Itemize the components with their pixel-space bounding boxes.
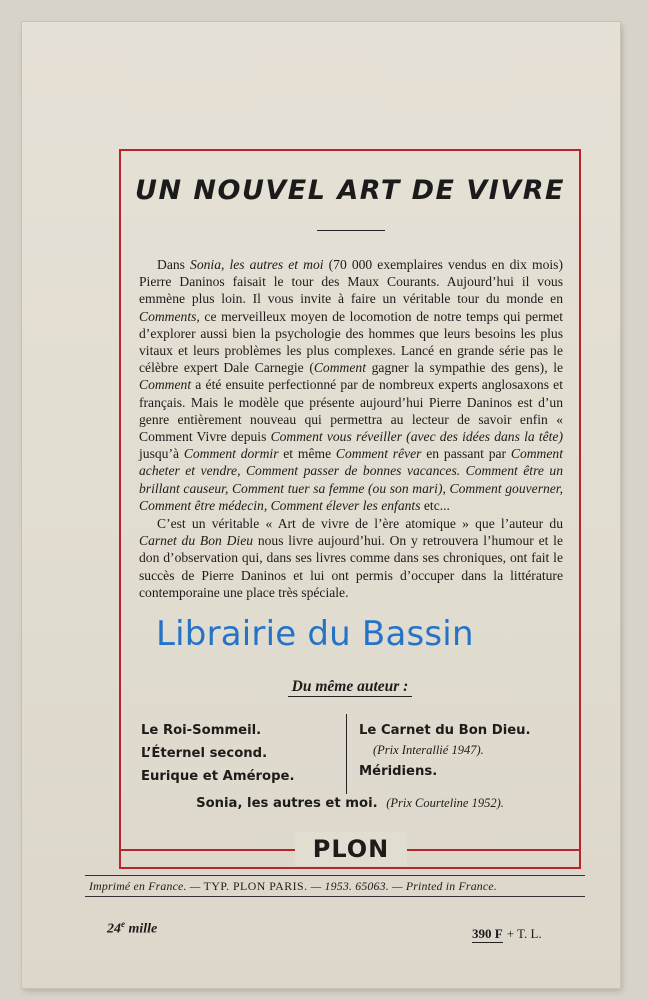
imprint-part: Imprimé en France. — bbox=[89, 879, 204, 893]
text-run: et même bbox=[278, 446, 336, 462]
work-item: L’Éternel second. bbox=[141, 746, 268, 761]
imprint-line bbox=[85, 875, 585, 897]
work-item: Le Roi-Sommeil. bbox=[141, 723, 262, 738]
same-author-heading bbox=[121, 678, 579, 696]
works-divider bbox=[346, 714, 347, 794]
works-list-right bbox=[359, 719, 569, 783]
price-tax: + T. L. bbox=[506, 926, 542, 941]
imprint-printer: TYP. PLON PARIS. bbox=[203, 879, 308, 893]
italic-text: Comment rêver bbox=[335, 446, 422, 462]
cover-title: UN NOUVEL ART DE VIVRE bbox=[135, 175, 565, 206]
italic-text: Comment acheter et vendre, Comment passer de bonnes vacances. Comment être un brillant causeur, Comment tuer sa femme (ou son mari), Comment gouverner, Comment être médecin, Comment élever les enfants bbox=[139, 446, 563, 513]
same-author-label: Du même auteur : bbox=[288, 678, 413, 697]
italic-text: Comment bbox=[139, 377, 192, 393]
book-back-cover bbox=[22, 22, 620, 988]
red-frame bbox=[119, 149, 581, 869]
print-run bbox=[107, 919, 157, 938]
print-run-sup: e bbox=[121, 919, 125, 929]
text-run: etc... bbox=[420, 497, 450, 513]
text-run: en passant par bbox=[421, 446, 511, 462]
work-item: Eurique et Amérope. bbox=[141, 769, 295, 784]
blurb-paragraph-2 bbox=[139, 515, 563, 601]
italic-text: Sonia, les autres et moi bbox=[190, 257, 324, 272]
blurb-text bbox=[139, 256, 563, 601]
italic-text: Comment dormir bbox=[183, 446, 279, 462]
publisher-name: PLON bbox=[295, 832, 407, 866]
print-run-number: 24 bbox=[107, 921, 121, 937]
italic-text: Comments, bbox=[139, 308, 200, 324]
prize-note: (Prix Interallié 1947). bbox=[373, 743, 484, 757]
imprint-part: — 1953. 65063. — Printed in France. bbox=[307, 879, 497, 893]
text-run: a été ensuite perfectionné par de nombreux experts anglosaxons et français. Mais le modèle que présente aujourd’hui Pierre Daninos est d’un genre entièrement nouveau qui permettra au lecteur de savoir enfin « Comment Vivre depuis bbox=[139, 377, 563, 445]
work-item: Le Carnet du Bon Dieu. bbox=[359, 723, 531, 738]
text-run: (70 000 exemplaires vendus en dix mois) Pierre Daninos faisait le tour des Maux Courants. Aujourd’hui il vous emmène plus loin. Il vous invite à faire un véritable tour du monde en bbox=[139, 257, 563, 307]
work-sonia-title: Sonia, les autres et moi. bbox=[196, 796, 378, 811]
text-run: ce merveilleux moyen de locomotion de notre temps qui permet d’explorer aussi bien la psychologie des hommes que leurs besoins les plus vitaux et leurs problèmes les plus complexes. Lancé en grande série pas le célèbre expert Dale Carnegie ( bbox=[139, 308, 563, 376]
works-list-left bbox=[141, 719, 341, 788]
italic-text: Comment bbox=[313, 360, 366, 376]
print-run-word: mille bbox=[125, 921, 158, 937]
text-run: jusqu’à bbox=[139, 446, 184, 462]
italic-text: Carnet du Bon Dieu bbox=[139, 533, 254, 549]
italic-text: Comment vous réveiller (avec des idées dans la tête) bbox=[270, 429, 563, 445]
text-run: C’est un véritable « Art de vivre de l’ère atomique » que l’auteur du bbox=[157, 516, 563, 532]
price bbox=[472, 926, 542, 942]
prize-note: (Prix Courteline 1952). bbox=[386, 796, 504, 810]
blurb-paragraph-1 bbox=[139, 256, 563, 514]
work-item: Méridiens. bbox=[359, 764, 438, 779]
text-run: gagner la sympathie des gens), le bbox=[365, 360, 564, 376]
text-run: nous livre aujourd’hui. On y retrouvera l’humour et le don d’observation qui, dans ses livres comme dans ses chroniques, ont fait le succès de Pierre Daninos et lui ont permis d’occuper dans la littérature contemporaine une place très spéciale. bbox=[139, 533, 563, 600]
work-sonia bbox=[121, 795, 579, 811]
price-amount: 390 F bbox=[472, 926, 503, 941]
text-run: Dans bbox=[157, 257, 191, 272]
title-rule bbox=[317, 230, 385, 231]
bookshop-watermark: Librairie du Bassin bbox=[156, 614, 474, 654]
